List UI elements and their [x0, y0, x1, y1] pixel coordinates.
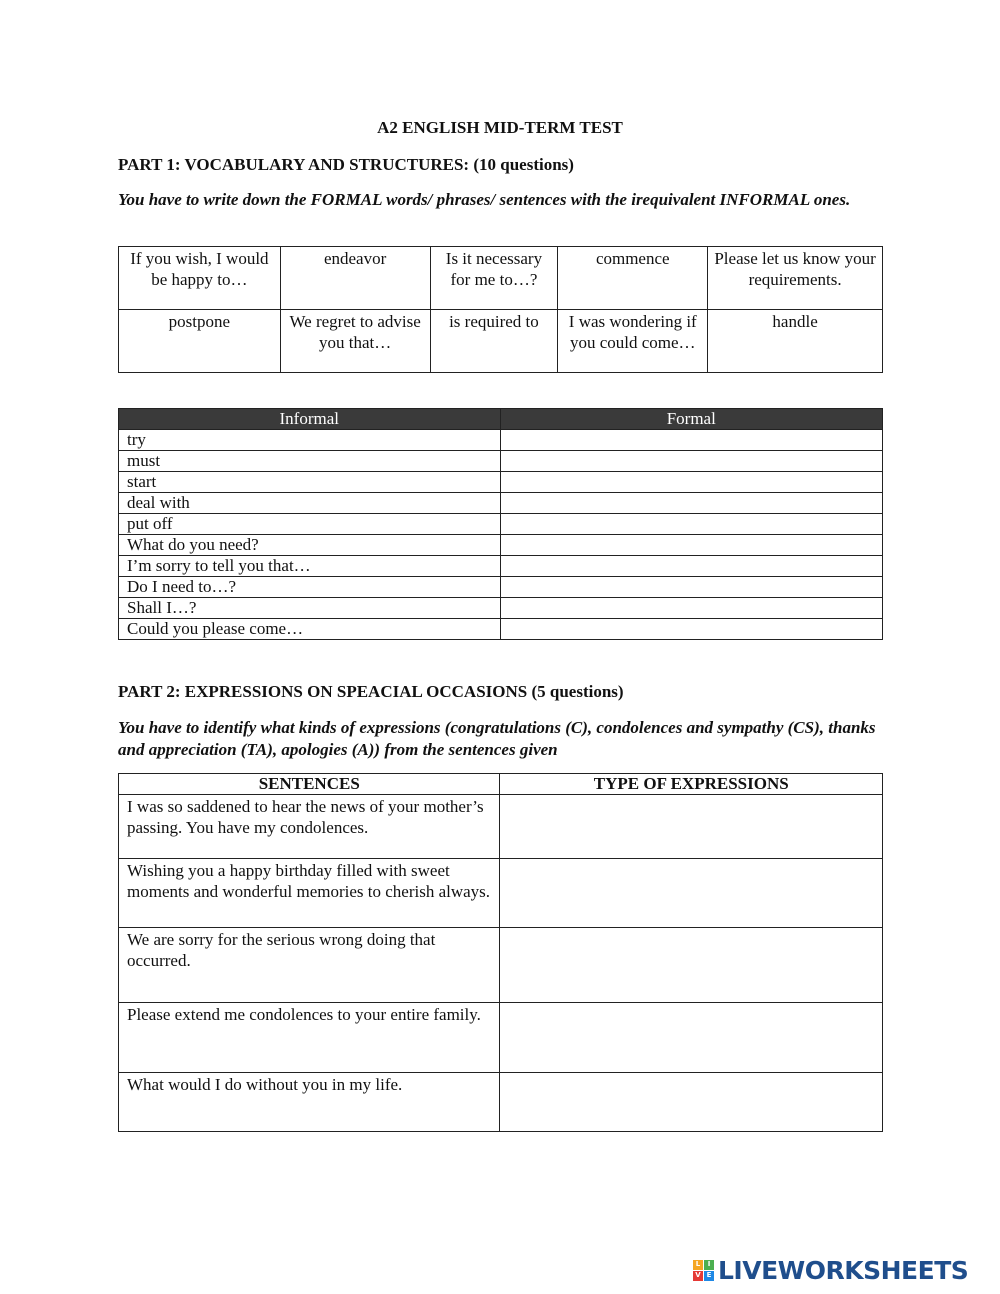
formal-answer-cell[interactable] — [500, 514, 882, 535]
sentence-cell: What would I do without you in my life. — [119, 1073, 500, 1132]
informal-header: Informal — [119, 409, 501, 430]
informal-cell: put off — [119, 514, 501, 535]
word-bank-cell: If you wish, I would be happy to… — [119, 247, 281, 310]
table-row — [119, 451, 883, 472]
formal-answer-cell[interactable] — [500, 556, 882, 577]
word-bank-cell: is required to — [430, 310, 558, 373]
expression-type-answer-cell[interactable] — [500, 859, 883, 928]
part1-instructions: You have to write down the FORMAL words/ phrases/ sentences with the irequivalent INFORMAL ones. — [118, 190, 851, 209]
word-bank-cell: endeavor — [280, 247, 430, 310]
formal-answer-cell[interactable] — [500, 598, 882, 619]
expression-type-answer-cell[interactable] — [500, 1073, 883, 1132]
liveworksheets-logo — [693, 1255, 968, 1285]
table-row — [119, 795, 883, 859]
page-title: A2 ENGLISH MID-TERM TEST — [377, 118, 623, 137]
informal-cell: Shall I…? — [119, 598, 501, 619]
formal-answer-cell[interactable] — [500, 430, 882, 451]
informal-cell: Could you please come… — [119, 619, 501, 640]
formal-answer-cell[interactable] — [500, 535, 882, 556]
informal-cell: What do you need? — [119, 535, 501, 556]
formal-answer-cell[interactable] — [500, 577, 882, 598]
informal-cell: I’m sorry to tell you that… — [119, 556, 501, 577]
table-row — [119, 928, 883, 1003]
word-bank-cell: We regret to advise you that… — [280, 310, 430, 373]
informal-cell: Do I need to…? — [119, 577, 501, 598]
table-row — [119, 577, 883, 598]
word-bank-row — [119, 310, 883, 373]
word-bank-row — [119, 247, 883, 310]
sentences-header: SENTENCES — [119, 774, 500, 795]
table-row — [119, 1073, 883, 1132]
expression-type-answer-cell[interactable] — [500, 928, 883, 1003]
expression-type-answer-cell[interactable] — [500, 795, 883, 859]
logo-square: L — [693, 1260, 703, 1270]
table-row — [119, 493, 883, 514]
word-bank-cell: I was wondering if you could come… — [558, 310, 708, 373]
expression-type-answer-cell[interactable] — [500, 1003, 883, 1073]
sentence-cell: Wishing you a happy birthday filled with sweet moments and wonderful memories to cherish always. — [119, 859, 500, 928]
part1-heading: PART 1: VOCABULARY AND STRUCTURES: (10 questions) — [118, 155, 574, 174]
formal-answer-cell[interactable] — [500, 493, 882, 514]
informal-cell: must — [119, 451, 501, 472]
sentence-cell: I was so saddened to hear the news of your mother’s passing. You have my condolences. — [119, 795, 500, 859]
formal-header: Formal — [500, 409, 882, 430]
informal-cell: try — [119, 430, 501, 451]
logo-mark-icon — [693, 1260, 714, 1281]
sentence-cell: Please extend me condolences to your entire family. — [119, 1003, 500, 1073]
table-row — [119, 535, 883, 556]
table-row — [119, 619, 883, 640]
part2-instructions: You have to identify what kinds of expressions (congratulations (C), condolences and sympathy (CS), thanks and appreciation (TA), apologies (A)) from the sentences given — [118, 718, 876, 759]
expressions-table — [118, 773, 883, 1132]
table-row — [119, 514, 883, 535]
sentence-cell: We are sorry for the serious wrong doing that occurred. — [119, 928, 500, 1003]
table-row — [119, 430, 883, 451]
informal-cell: deal with — [119, 493, 501, 514]
logo-square: V — [693, 1271, 703, 1281]
word-bank-cell: Is it necessary for me to…? — [430, 247, 558, 310]
logo-text: LIVEWORKSHEETS — [718, 1255, 969, 1285]
table-row — [119, 1003, 883, 1073]
part2-heading: PART 2: EXPRESSIONS ON SPEACIAL OCCASIONS (5 questions) — [118, 682, 624, 701]
table-header-row — [119, 409, 883, 430]
formal-answer-cell[interactable] — [500, 472, 882, 493]
logo-square: E — [704, 1271, 714, 1281]
word-bank-table — [118, 246, 883, 373]
type-header: TYPE OF EXPRESSIONS — [500, 774, 883, 795]
table-row — [119, 472, 883, 493]
informal-cell: start — [119, 472, 501, 493]
table-row — [119, 598, 883, 619]
formal-answer-cell[interactable] — [500, 451, 882, 472]
word-bank-cell: commence — [558, 247, 708, 310]
table-row — [119, 556, 883, 577]
word-bank-cell: handle — [708, 310, 883, 373]
informal-formal-table — [118, 408, 883, 640]
table-row — [119, 859, 883, 928]
table-header-row — [119, 774, 883, 795]
logo-square: I — [704, 1260, 714, 1270]
formal-answer-cell[interactable] — [500, 619, 882, 640]
word-bank-cell: postpone — [119, 310, 281, 373]
word-bank-cell: Please let us know your requirements. — [708, 247, 883, 310]
